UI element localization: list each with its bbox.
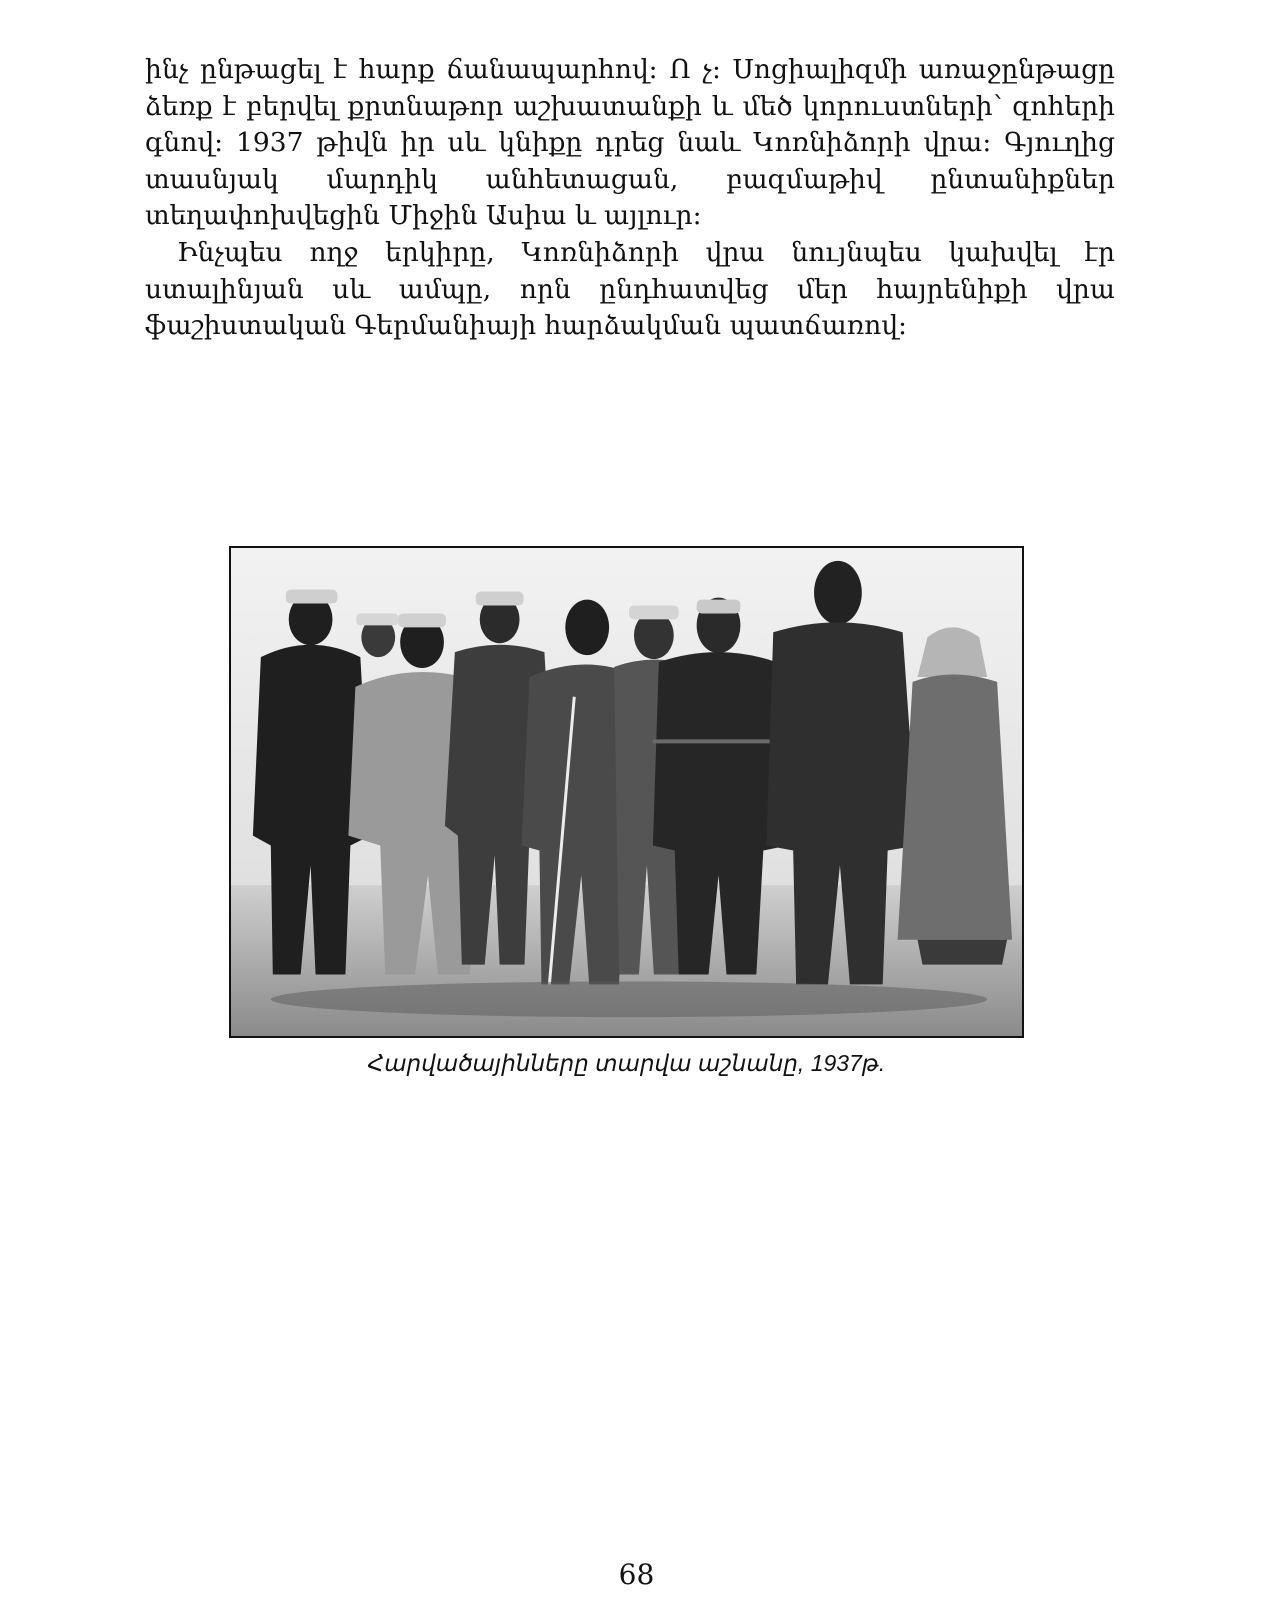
paragraph-2: Ինչպես ողջ երկիրը, Կոռնիձորի վրա նույնպես կախվել էր ստալինյան սև ամպը, որն ընդհատվեց մեր հայրենիքի վրա ֆաշիստական Գերմանիայի հարձակման պատճառով: bbox=[145, 236, 1115, 342]
paragraph-1: ինչ ընթացել է հարք ճանապարհով: Ո չ: Սոցիալիզմի առաջընթացը ձեռք է բերվել քրտնաթոր աշխատանքի և մեծ կորուստների՝ զոհերի գնով: 1937 թիվն իր սև կնիքը դրեց նաև Կոռնիձորի վրա: Գյուղից տասնյակ մարդիկ անհետացան, բազմաթիվ ընտանիքներ տեղափոխվեցին Միջին Ասիա և այլուր: bbox=[145, 54, 1115, 232]
group-photo-image bbox=[231, 548, 1022, 1036]
page-number: 68 bbox=[618, 1558, 655, 1591]
body-text bbox=[145, 52, 1115, 345]
photo-caption: Հարվածայինները տարվա աշնանը, 1937թ. bbox=[367, 1050, 886, 1076]
group-photo bbox=[229, 546, 1024, 1038]
